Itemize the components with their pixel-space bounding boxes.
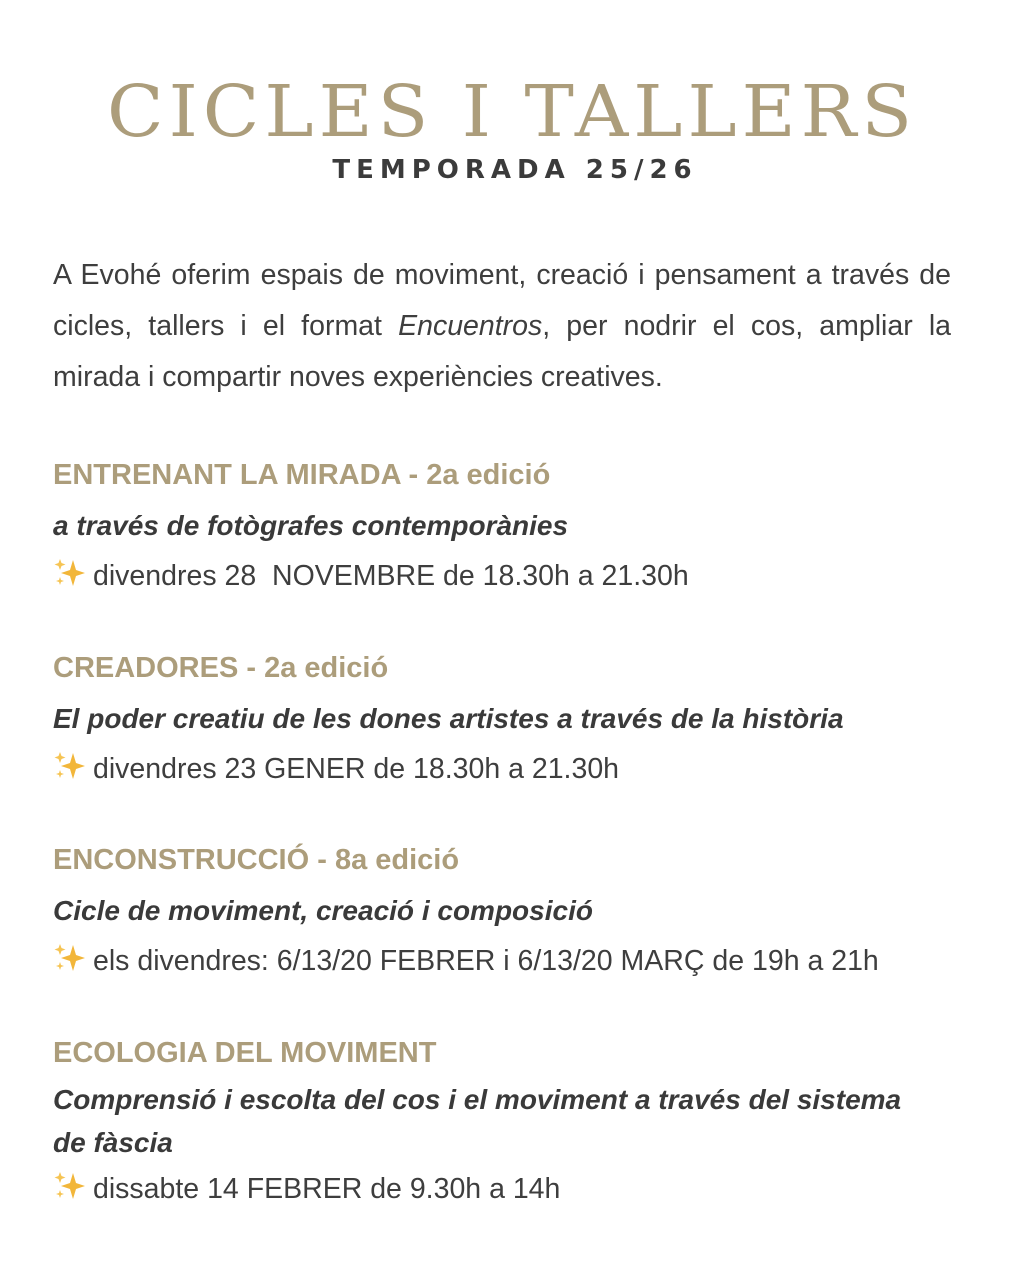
- intro-text-after: , per nodrir el cos, ampliar la mirada i compartir noves experiències creatives.: [53, 310, 951, 393]
- schedule-text: divendres 23 GENER de 18.30h a 21.30h: [93, 753, 620, 785]
- intro-text-before: A Evohé oferim espais de moviment, creació i pensament a través de cicles, tallers i el format: [53, 259, 951, 342]
- page-title: CICLES I TALLERS: [106, 70, 918, 154]
- section-schedule: [53, 1164, 993, 1215]
- section-schedule: [53, 551, 993, 602]
- section-entrenant-la-mirada: [53, 450, 993, 602]
- section-creadores: [53, 643, 993, 795]
- schedule-text: els divendres: 6/13/20 FEBRER i 6/13/20 MARÇ de 19h a 21h: [93, 945, 879, 977]
- section-subtitle: Cicle de moviment, creació i composició: [53, 895, 593, 926]
- sparkles-icon: [53, 1171, 87, 1201]
- section-enconstruccio: [53, 835, 993, 987]
- schedule-text: divendres 28 NOVEMBRE de 18.30h a 21.30h: [93, 560, 689, 592]
- section-heading: ECOLOGIA DEL MOVIMENT: [53, 1037, 437, 1069]
- section-ecologia-del-moviment: [53, 1028, 993, 1215]
- section-heading: CREADORES - 2a edició: [53, 652, 389, 684]
- sparkles-icon: [53, 558, 87, 588]
- section-schedule: [53, 744, 993, 795]
- section-heading: ENCONSTRUCCIÓ - 8a edició: [53, 844, 460, 876]
- section-heading: ENTRENANT LA MIRADA - 2a edició: [53, 459, 551, 491]
- section-schedule: [53, 936, 993, 987]
- sparkles-icon: [53, 943, 87, 973]
- season-subtitle: TEMPORADA 25/26: [332, 155, 698, 185]
- section-subtitle: a través de fotògrafes contemporànies: [53, 510, 569, 541]
- intro-emphasis: Encuentros: [398, 310, 543, 342]
- section-subtitle: El poder creatiu de les dones artistes a través de la història: [53, 703, 844, 734]
- schedule-text: dissabte 14 FEBRER de 9.30h a 14h: [93, 1173, 561, 1205]
- section-subtitle: Comprensió i escolta del cos i el moviment a través del sistema de fàscia: [53, 1084, 902, 1158]
- intro-paragraph: [53, 250, 951, 403]
- sparkles-icon: [53, 751, 87, 781]
